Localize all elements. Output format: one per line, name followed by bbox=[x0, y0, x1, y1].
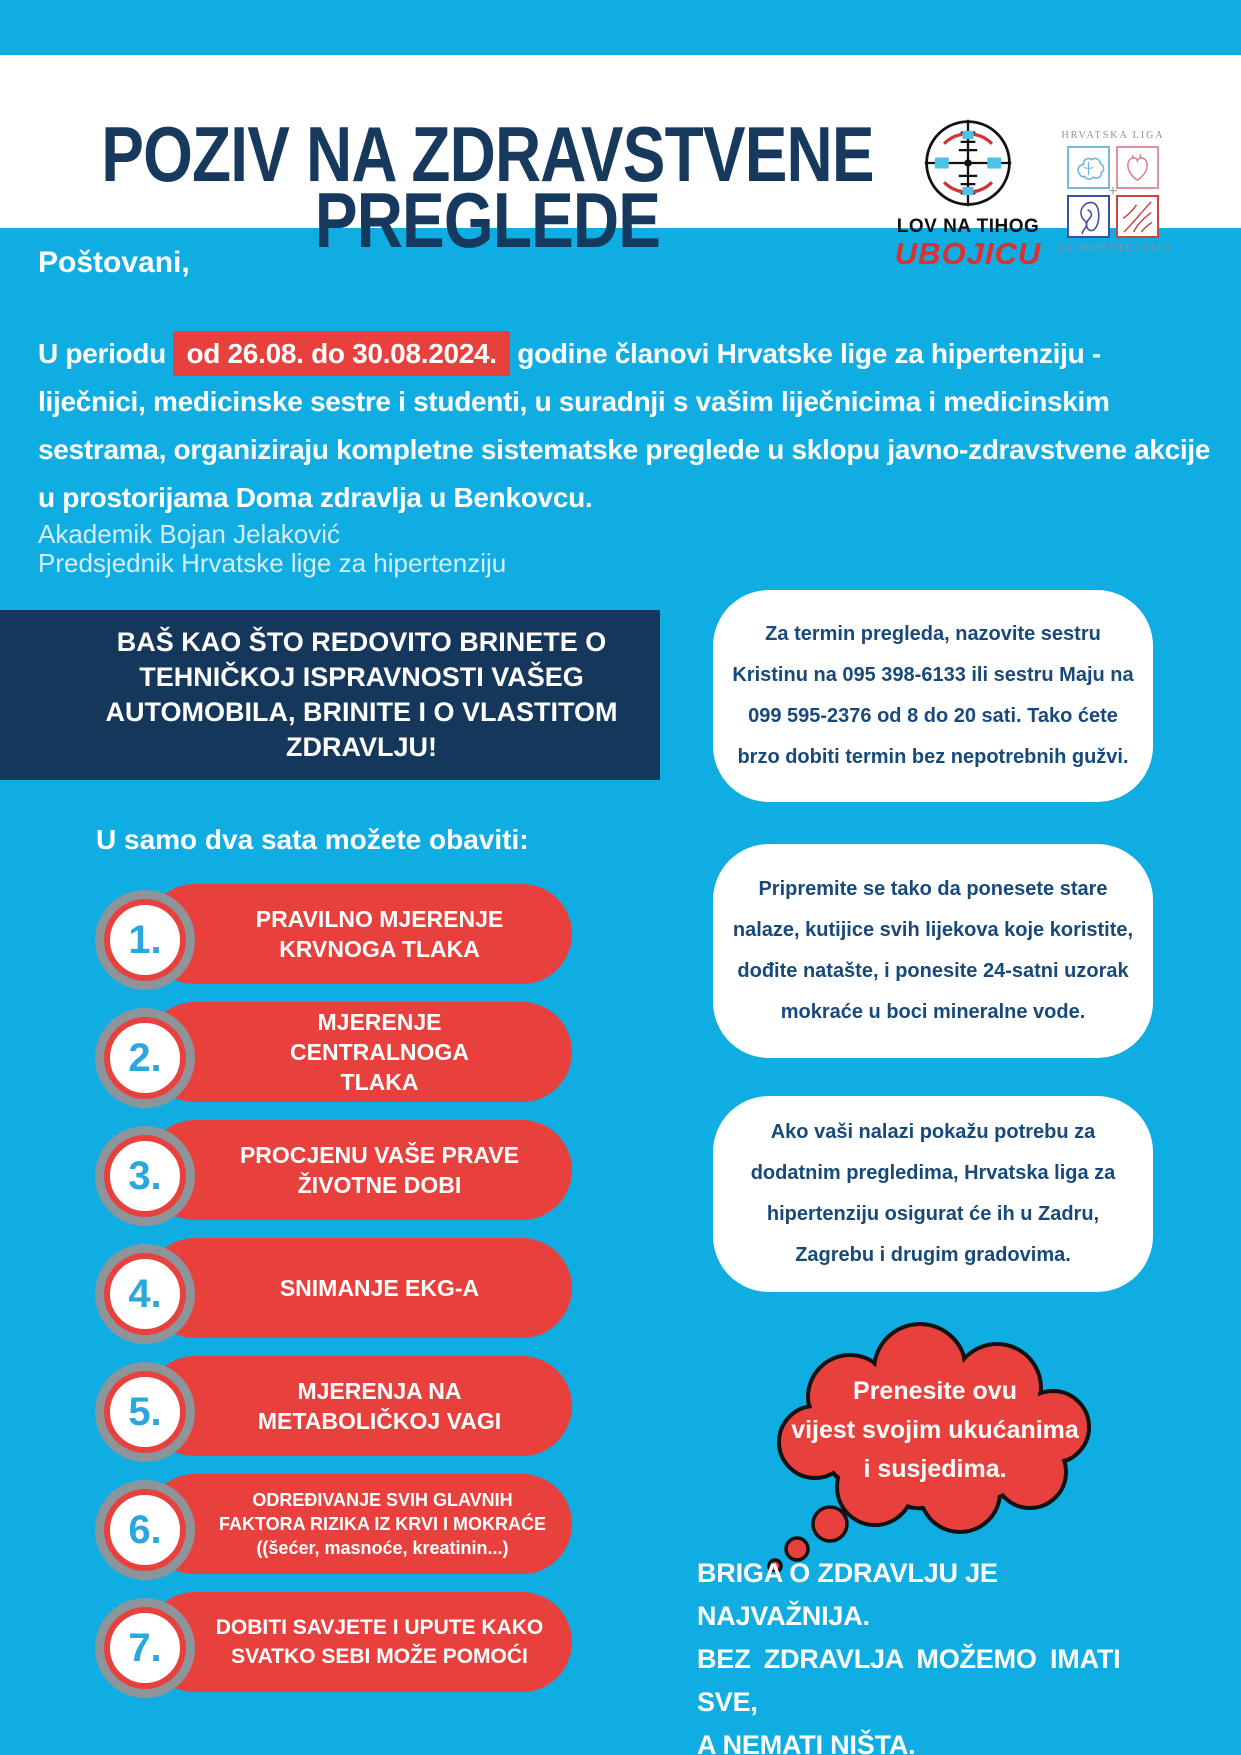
item-number: 6. bbox=[128, 1507, 162, 1552]
list-item bbox=[95, 884, 572, 984]
item-number-badge bbox=[104, 1607, 186, 1689]
brain-icon bbox=[1067, 146, 1110, 189]
vessels-icon bbox=[1116, 195, 1159, 238]
item-pill bbox=[145, 1474, 572, 1574]
crosshair-icon bbox=[922, 196, 1014, 213]
info-box-text: Pripremite se tako da ponesete stare nalaze, kutijice svih lijekova koje koristite, dođite natašte, i ponesite 24-satni uzorak mokraće u boci mineralne vode. bbox=[732, 878, 1134, 1023]
signature-name: Akademik Bojan Jelaković bbox=[38, 519, 341, 549]
list-item bbox=[95, 1592, 572, 1692]
item-number-badge bbox=[104, 1017, 186, 1099]
item-label: MJERENJE CENTRALNOGA TLAKA bbox=[290, 1009, 469, 1095]
item-number-badge bbox=[104, 1253, 186, 1335]
info-box-text: Ako vaši nalazi pokažu potrebu za dodatnim pregledima, Hrvatska liga za hipertenziju osigurat će ih u Zadru, Zagrebu i drugim gradovima. bbox=[750, 1121, 1116, 1266]
item-pill bbox=[145, 1238, 572, 1338]
footer-message bbox=[697, 1552, 1177, 1755]
list-item bbox=[95, 1356, 572, 1456]
item-number-badge bbox=[104, 1135, 186, 1217]
item-pill bbox=[145, 884, 572, 984]
paragraph-rest: godine članovi Hrvatske lige za hipertenziju - liječnici, medicinske sestre i studenti, u suradnji s vašim liječnicima i medicinskim sestrama, organiziraju kompletne sistematske preglede u sklopu javno-zdravstvene akcije u prostorijama Doma zdravlja u Benkovcu. bbox=[38, 338, 1211, 513]
intro-paragraph bbox=[38, 330, 1213, 522]
list-item bbox=[95, 1474, 572, 1574]
liga-icon-grid bbox=[1067, 146, 1159, 238]
kidney-icon bbox=[1067, 195, 1110, 238]
list-heading: U samo dva sata možete obaviti: bbox=[96, 824, 529, 855]
services-list bbox=[95, 884, 572, 1710]
item-number: 7. bbox=[128, 1625, 162, 1670]
item-pill bbox=[145, 1356, 572, 1456]
item-number: 4. bbox=[128, 1271, 162, 1316]
item-number-badge bbox=[104, 1489, 186, 1571]
greeting-text: Poštovani, bbox=[38, 246, 190, 279]
item-pill bbox=[145, 1002, 572, 1102]
top-color-strip bbox=[0, 0, 1241, 55]
plus-icon: + bbox=[1108, 183, 1118, 200]
signature-block bbox=[38, 520, 506, 578]
footer-line: BEZ ZDRAVLJA MOŽEMO IMATI SVE, bbox=[697, 1644, 1121, 1717]
item-number: 5. bbox=[128, 1389, 162, 1434]
thought-line: Prenesite ovu bbox=[853, 1377, 1017, 1405]
date-highlight: od 26.08. do 30.08.2024. bbox=[173, 331, 509, 376]
paragraph-start: U periodu bbox=[38, 338, 174, 369]
thought-bubble-text bbox=[770, 1372, 1100, 1489]
list-item bbox=[95, 1120, 572, 1220]
item-number-badge bbox=[104, 1371, 186, 1453]
info-box-followup bbox=[713, 1096, 1153, 1292]
liga-caption-bottom: ZA HIPERTENZIJU bbox=[1058, 243, 1172, 254]
item-number: 2. bbox=[128, 1035, 162, 1080]
info-box-preparation bbox=[713, 844, 1153, 1058]
logo-hypertension-league bbox=[1058, 130, 1172, 254]
hunt-logo-text-red: UBOJICU bbox=[894, 236, 1042, 271]
thought-line: vijest svojim ukućanima bbox=[791, 1416, 1079, 1444]
item-label: MJERENJA NA METABOLIČKOJ VAGI bbox=[257, 1378, 502, 1434]
signature-role: Predsjednik Hrvatske lige za hipertenziju bbox=[38, 548, 507, 578]
callout-text: BAŠ KAO ŠTO REDOVITO BRINETE O TEHNIČKOJ ISPRAVNOSTI VAŠEG AUTOMOBILA, BRINITE I O VLASTITOM ZDRAVLJU! bbox=[105, 627, 618, 762]
list-item bbox=[95, 1238, 572, 1338]
hunt-logo-text: LOV NA TIHOG bbox=[896, 216, 1040, 237]
item-label: PROCJENU VAŠE PRAVE ŽIVOTNE DOBI bbox=[239, 1142, 520, 1198]
list-item bbox=[95, 1002, 572, 1102]
item-label: PRAVILNO MJERENJE KRVNOGA TLAKA bbox=[255, 906, 504, 962]
item-pill bbox=[145, 1592, 572, 1692]
item-label: DOBITI SAVJETE I UPUTE KAKO SVATKO SEBI MOŽE POMOĆI bbox=[215, 1616, 544, 1668]
item-number: 1. bbox=[128, 917, 162, 962]
callout-box bbox=[0, 610, 660, 780]
liga-caption-top: HRVATSKA LIGA bbox=[1061, 130, 1165, 141]
footer-line: BRIGA O ZDRAVLJU JE NAJVAŽNIJA. bbox=[697, 1558, 998, 1631]
heart-icon bbox=[1116, 146, 1159, 189]
item-number-badge bbox=[104, 899, 186, 981]
item-label: ODREĐIVANJE SVIH GLAVNIH FAKTORA RIZIKA IZ KRVI I MOKRAĆE ((šećer, masnoće, kreatinin...) bbox=[218, 1490, 546, 1558]
thought-line: i susjedima. bbox=[863, 1455, 1007, 1483]
logo-silent-killer-hunt bbox=[893, 117, 1043, 272]
item-pill bbox=[145, 1120, 572, 1220]
page-title-line1: POZIV NA ZDRAVSTVENE bbox=[101, 110, 874, 198]
info-box-text: Za termin pregleda, nazovite sestru Kristinu na 095 398-6133 ili sestru Maju na 099 595-2376 od 8 do 20 sati. Tako ćete brzo dobiti termin bez nepotrebnih gužvi. bbox=[732, 623, 1134, 768]
page-title-line2: PREGLEDE bbox=[314, 176, 661, 264]
footer-line: A NEMATI NIŠTA. bbox=[697, 1730, 916, 1755]
item-label: SNIMANJE EKG-A bbox=[279, 1275, 480, 1301]
info-box-appointment bbox=[713, 590, 1153, 802]
item-number: 3. bbox=[128, 1153, 162, 1198]
